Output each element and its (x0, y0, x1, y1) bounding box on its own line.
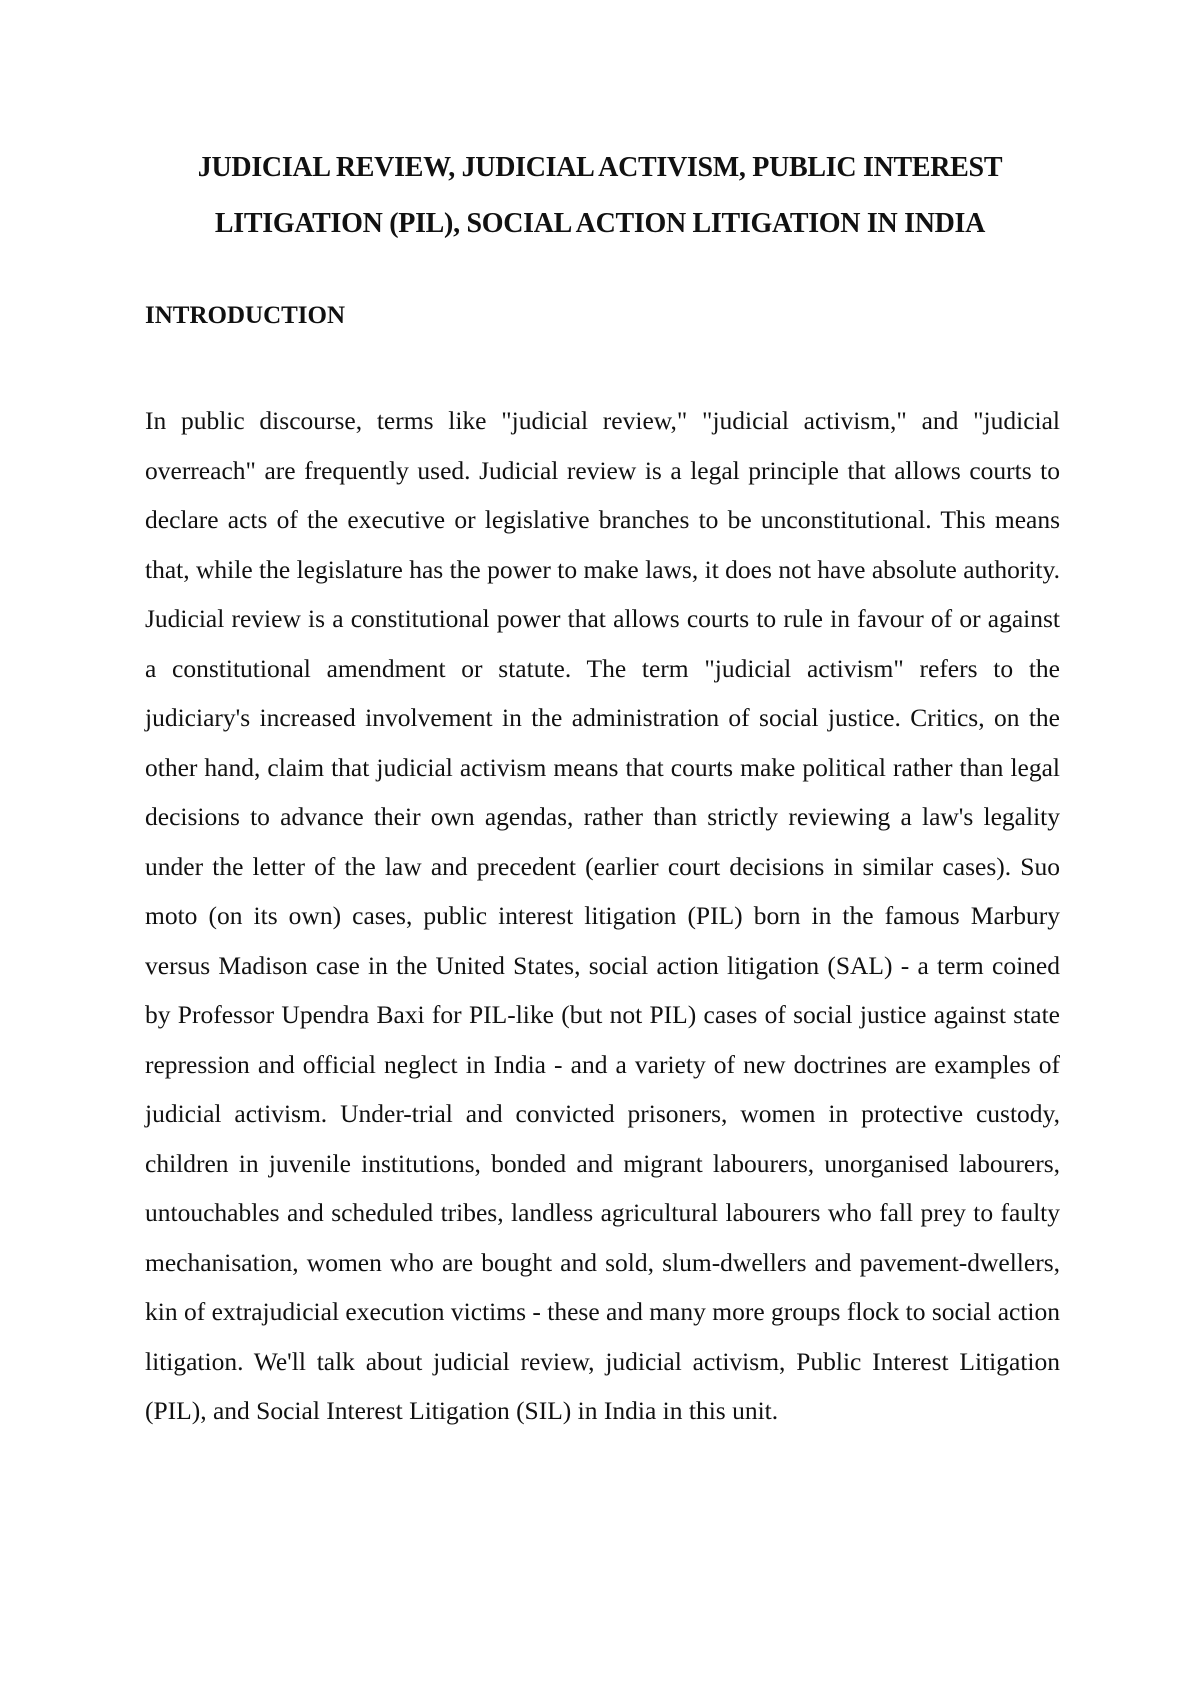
section-heading: INTRODUCTION (145, 302, 346, 329)
title-line-2: LITIGATION (PIL), SOCIAL ACTION LITIGATION IN INDIA (214, 208, 986, 239)
document-title (130, 140, 1070, 252)
body-paragraph: In public discourse, terms like "judicial review," "judicial activism," and "judicial overreach" are frequently used. Judicial review is a legal principle that allows courts to declare acts of the executive or legislative branches to be unconstitutional. This means that, while the legislature has the power to make laws, it does not have absolute authority. Judicial review is a constitutional power that allows courts to rule in favour of or against a constitutional amendment or statute. The term "judicial activism" refers to the judiciary's increased involvement in the administration of social justice. Critics, on the other hand, claim that judicial activism means that courts make political rather than legal decisions to advance their own agendas, rather than strictly reviewing a law's legality under the letter of the law and precedent (earlier court decisions in similar cases). Suo moto (on its own) cases, public interest litigation (PIL) born in the famous Marbury versus Madison case in the United States, social action litigation (SAL) - a term coined by Professor Upendra Baxi for PIL-like (but not PIL) cases of social justice against state repression and official neglect in India - and a variety of new doctrines are examples of judicial activism. Under-trial and convicted prisoners, women in protective custody, children in juvenile institutions, bonded and migrant labourers, unorganised labourers, untouchables and scheduled tribes, landless agricultural labourers who fall prey to faulty mechanisation, women who are bought and sold, slum-dwellers and pavement-dwellers, kin of extrajudicial execution victims - these and many more groups flock to social action litigation. We'll talk about judicial review, judicial activism, Public Interest Litigation (PIL), and Social Interest Litigation (SIL) in India in this unit. (145, 406, 1060, 1425)
title-line-1: JUDICIAL REVIEW, JUDICIAL ACTIVISM, PUBLIC INTEREST (197, 152, 1003, 183)
